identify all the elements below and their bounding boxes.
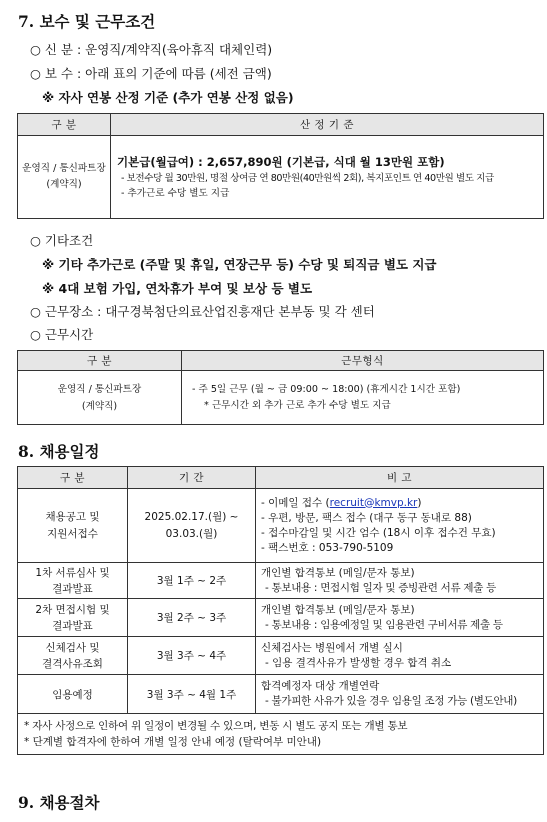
- salary-note: ※ 자사 연봉 산정 기준 (추가 연봉 산정 없음): [42, 90, 294, 105]
- schedule-footnotes: [18, 714, 544, 755]
- hours-table-format-cell: [182, 371, 544, 425]
- schedule-period: 3월 1주 ~ 2주: [128, 563, 256, 599]
- hours-table: [17, 350, 544, 425]
- hours-table-row-label: [18, 371, 182, 425]
- employment-type-line: ○ 신 분 : 운영직/계약직(육아휴직 대체인력): [30, 42, 273, 57]
- schedule-remarks: [256, 563, 544, 599]
- stage-label-line1: 1차 서류심사 및: [35, 566, 110, 579]
- remark-line: - 통보내용 : 면접시험 일자 및 증빙관련 서류 제출 등: [265, 581, 496, 594]
- schedule-period: [128, 489, 256, 563]
- other-condition-2: ※ 4대 보험 가입, 연차휴가 부여 및 보상 등 별도: [42, 281, 313, 296]
- pay-row-label-line2: (계약직): [46, 179, 82, 190]
- schedule-period: 3월 3주 ~ 4주: [128, 637, 256, 675]
- schedule-remarks: [256, 637, 544, 675]
- schedule-stage: 임용예정: [18, 675, 128, 714]
- hours-table-header-format: 근무형식: [182, 351, 544, 371]
- hours-table-header-category: 구 분: [18, 351, 182, 371]
- section8-title: 8. 채용일정: [18, 442, 100, 461]
- period-line2: 03.03.(월): [165, 527, 218, 540]
- schedule-stage: [18, 489, 128, 563]
- work-schedule: - 주 5일 근무 (월 ~ 금 09:00 ~ 18:00) (휴게시간 1시간 포함): [192, 383, 461, 395]
- footnote-line: * 자사 사정으로 인하여 위 일정이 변경될 수 있으며, 변동 시 별도 공지 또는 개별 통보: [24, 720, 408, 732]
- pay-table-header-category: 구 분: [18, 114, 111, 136]
- schedule-stage: [18, 563, 128, 599]
- remark-line: - 불가피한 사유가 있을 경우 임용일 조정 가능 (별도안내): [265, 695, 517, 707]
- stage-label-line2: 결격사유조회: [42, 657, 103, 670]
- stage-label-line1: 2차 면접시험 및: [35, 603, 110, 616]
- schedule-header-remarks: 비 고: [256, 467, 544, 489]
- schedule-stage: [18, 637, 128, 675]
- pay-table-row-label: [18, 136, 111, 219]
- schedule-row: [18, 637, 544, 675]
- other-condition-1: ※ 기타 추가근로 (주말 및 휴일, 연장근무 등) 수당 및 퇴직금 별도 지급: [42, 257, 437, 272]
- schedule-row: [18, 599, 544, 637]
- schedule-header-category: 구 분: [18, 467, 128, 489]
- remark-line: - 우편, 방문, 팩스 접수 (대구 동구 동내로 88): [261, 511, 472, 524]
- section9-title: 9. 채용절차: [18, 793, 100, 812]
- schedule-row: [18, 675, 544, 714]
- schedule-remarks: [256, 489, 544, 563]
- remark-line: 합격예정자 대상 개별연락: [261, 680, 380, 692]
- footnote-line: * 단계별 합격자에 한하여 개별 일정 안내 예정 (탈락여부 미안내): [24, 736, 322, 748]
- schedule-row: [18, 563, 544, 599]
- stage-label-line1: 신체검사 및: [45, 641, 100, 654]
- overtime-pay-note: * 근무시간 외 추가 근로 추가 수당 별도 지급: [204, 399, 391, 411]
- work-location: ○ 근무장소 : 대구경북첨단의료산업진흥재단 본부동 및 각 센터: [30, 304, 375, 319]
- stage-label-line2: 지원서접수: [47, 527, 98, 540]
- remark-line: - 통보내용 : 임용예정일 및 임용관련 구비서류 제출 등: [265, 618, 503, 631]
- hours-row-label-line1: 운영직 / 통신파트장: [57, 383, 142, 395]
- schedule-period: 3월 3주 ~ 4월 1주: [128, 675, 256, 714]
- pay-table: [17, 113, 544, 219]
- schedule-header-period: 기 간: [128, 467, 256, 489]
- work-hours-heading: ○ 근무시간: [30, 327, 94, 342]
- pay-table-criteria-cell: [111, 136, 544, 219]
- schedule-footnotes-row: [18, 714, 544, 755]
- salary-line: ○ 보 수 : 아래 표의 기준에 따름 (세전 금액): [30, 66, 272, 81]
- schedule-remarks: [256, 675, 544, 714]
- stage-label-line1: 채용공고 및: [45, 510, 100, 523]
- remark-line: - 팩스번호 : 053-790-5109: [261, 541, 394, 554]
- other-conditions-heading: ○ 기타조건: [30, 233, 94, 248]
- hours-row-label-line2: (계약직): [81, 400, 118, 412]
- schedule-row: [18, 489, 544, 563]
- overtime-note: - 추가근로 수당 별도 지급: [121, 188, 230, 199]
- remark-line: 신체검사는 병원에서 개별 실시: [261, 641, 403, 654]
- remark-line: 개인별 합격통보 (메일/문자 통보): [261, 566, 415, 579]
- email-prefix: - 이메일 접수 (: [261, 496, 330, 509]
- schedule-remarks: [256, 599, 544, 637]
- pay-table-header-criteria: 산 정 기 준: [111, 114, 544, 136]
- pay-row-label-line1: 운영직 / 통신파트장: [22, 163, 106, 174]
- email-link[interactable]: recruit@kmvp.kr: [329, 496, 418, 509]
- stage-label-line2: 결과발표: [52, 582, 93, 595]
- remark-line: 개인별 합격통보 (메일/문자 통보): [261, 603, 415, 616]
- remark-line: - 접수마감일 및 시간 엄수 (18시 이후 접수건 무효): [261, 526, 496, 539]
- schedule-table: [17, 466, 544, 755]
- base-salary: 기본급(월급여) : 2,657,890원 (기본급, 식대 월 13만원 포함): [117, 155, 445, 169]
- schedule-period: 3월 2주 ~ 3주: [128, 599, 256, 637]
- allowance-note: - 보전수당 월 30만원, 명절 상여금 연 80만원(40만원씩 2회), 복지포인트 연 40만원 별도 지급: [121, 173, 494, 184]
- period-line1: 2025.02.17.(월) ~: [144, 510, 239, 523]
- section7-title: 7. 보수 및 근무조건: [18, 12, 156, 31]
- stage-label-line2: 결과발표: [52, 619, 93, 632]
- email-suffix: ): [417, 496, 422, 509]
- remark-line: - 임용 결격사유가 발생할 경우 합격 취소: [265, 656, 452, 669]
- schedule-stage: [18, 599, 128, 637]
